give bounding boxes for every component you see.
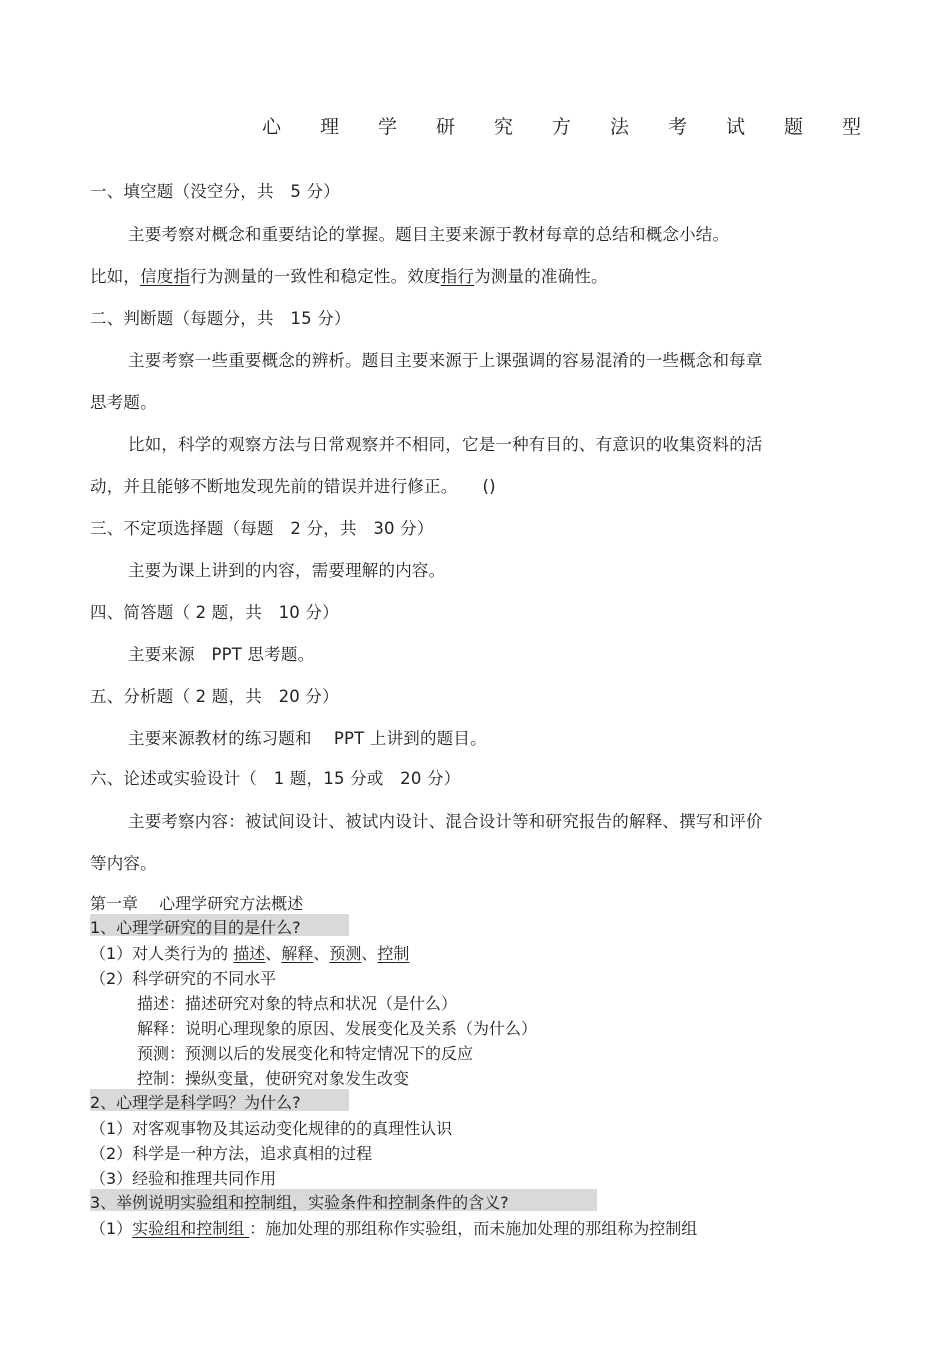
title-char: 型: [842, 116, 862, 138]
section-6-heading: 六、论述或实验设计（ 1 题，15 分或 20 分）: [90, 769, 461, 788]
section-5-heading: 五、分析题（ 2 题，共 20 分）: [90, 687, 339, 706]
section-2-example: 比如，科学的观察方法与日常观察并不相同，它是一种有目的、有意识的收集资料的活: [128, 435, 763, 454]
example-text: 比如，: [90, 267, 141, 286]
q1-item-1: [90, 941, 409, 964]
section-2-heading: 二、判断题（每题分，共 15 分）: [90, 309, 351, 328]
title-char: 方: [552, 116, 572, 138]
q2-item-1: （1）对客观事物及其运动变化规律的的真理性认识: [90, 1119, 453, 1138]
title-char: 题: [784, 116, 804, 138]
title-char: 理: [320, 116, 340, 138]
title-char: 试: [726, 116, 746, 138]
section-2-example-cont: 动，并且能够不断地发现先前的错误并进行修正。 (): [90, 477, 496, 496]
title-char: 学: [378, 116, 398, 138]
section-3-description: 主要为课上讲到的内容，需要理解的内容。: [128, 561, 446, 580]
q2-item-2: （2）科学是一种方法，追求真相的过程: [90, 1144, 373, 1163]
item-prefix: （1）: [90, 1219, 133, 1238]
underlined-term: 指行: [440, 267, 475, 286]
question-2: 2、心理学是科学吗？为什么?: [90, 1093, 301, 1112]
title-char: 考: [668, 116, 688, 138]
section-5-description: 主要来源教材的练习题和 PPT 上讲到的题目。: [128, 729, 487, 748]
title-char: 心: [262, 116, 282, 138]
item-prefix: （1）对人类行为的: [90, 944, 234, 963]
section-1-heading: 一、填空题（没空分，共 5 分）: [90, 182, 340, 201]
title-char: 究: [494, 116, 514, 138]
level-predict: 预测：预测以后的发展变化和特定情况下的反应: [137, 1044, 474, 1063]
underlined-term: 预测: [329, 944, 362, 963]
section-4-description: 主要来源 PPT 思考题。: [128, 645, 315, 664]
level-explain: 解释：说明心理现象的原因、发展变化及关系（为什么）: [137, 1019, 538, 1038]
question-3: 3、举例说明实验组和控制组，实验条件和控制条件的含义?: [90, 1193, 509, 1212]
question-1: 1、心理学研究的目的是什么?: [90, 918, 301, 937]
section-4-heading: 四、简答题（ 2 题，共 10 分）: [90, 603, 339, 622]
q2-item-3: （3）经验和推理共同作用: [90, 1169, 277, 1188]
section-2-description-cont: 思考题。: [90, 393, 157, 412]
example-text: 为测量的准确性。: [474, 267, 608, 286]
chapter-title: 第一章 心理学研究方法概述: [90, 894, 304, 913]
section-2-description: 主要考察一些重要概念的辨析。题目主要来源于上课强调的容易混淆的一些概念和每章: [128, 351, 763, 370]
title-char: 法: [610, 116, 630, 138]
section-6-description: 主要考察内容：被试间设计、被试内设计、混合设计等和研究报告的解释、撰写和评价: [128, 812, 763, 831]
separator: 、: [265, 944, 282, 963]
example-text: 行为测量的一致性和稳定性。效度: [190, 267, 441, 286]
section-6-description-cont: 等内容。: [90, 854, 157, 873]
separator: 、: [361, 944, 378, 963]
underlined-term: 信度指: [140, 267, 191, 286]
level-describe: 描述：描述研究对象的特点和状况（是什么）: [137, 994, 458, 1013]
section-1-description: 主要考察对概念和重要结论的掌握。题目主要来源于教材每章的总结和概念小结。: [128, 225, 730, 244]
underlined-term: 实验组和控制组: [132, 1219, 250, 1238]
underlined-term: 解释: [281, 944, 314, 963]
q1-item-2: （2）科学研究的不同水平: [90, 969, 277, 988]
underlined-term: 描述: [233, 944, 266, 963]
title-char: 研: [436, 116, 456, 138]
section-3-heading: 三、不定项选择题（每题 2 分，共 30 分）: [90, 519, 434, 538]
separator: 、: [313, 944, 330, 963]
section-1-example: [90, 263, 608, 287]
level-control: 控制：操纵变量，使研究对象发生改变: [137, 1069, 410, 1088]
q3-item-1: [90, 1216, 697, 1239]
underlined-term: 控制: [377, 944, 410, 963]
item-text: ：施加处理的那组称作实验组，而未施加处理的那组称为控制组: [249, 1219, 698, 1238]
